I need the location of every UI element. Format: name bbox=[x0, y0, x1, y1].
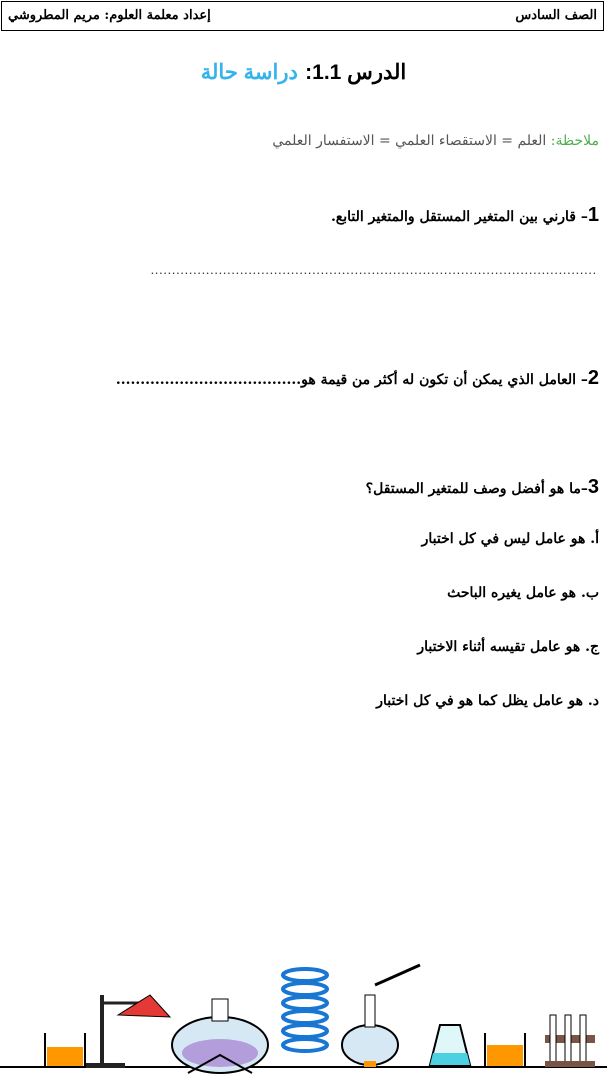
question-text: – العامل الذي يمكن أن تكون له أكثر من قيمة هو...................................... bbox=[115, 372, 588, 388]
grade-label: الصف السادس bbox=[515, 8, 597, 23]
retort-stand-icon bbox=[85, 995, 170, 1068]
note-label: ملاحظة: bbox=[550, 133, 599, 149]
distillation-flask-icon bbox=[342, 965, 420, 1067]
question-3 bbox=[366, 476, 599, 499]
beaker-orange-icon bbox=[45, 1033, 85, 1067]
note-text: العلم = الاستقصاء العلمي = الاستفسار العلمي bbox=[272, 133, 547, 149]
question-number: 2 bbox=[587, 367, 599, 389]
lesson-number: الدرس 1.1: bbox=[305, 61, 407, 84]
option-a[interactable]: أ. هو عامل ليس في كل اختبار bbox=[421, 531, 599, 547]
question-text: –ما هو أفضل وصف للمتغير المستقل؟ bbox=[365, 481, 588, 497]
erlenmeyer-flask-icon bbox=[430, 1025, 470, 1065]
option-d[interactable]: د. هو عامل يظل كما هو في كل اختبار bbox=[376, 693, 599, 709]
round-flask-icon bbox=[172, 999, 268, 1073]
lesson-subject: دراسة حالة bbox=[200, 61, 298, 84]
lesson-title bbox=[0, 60, 607, 85]
coil-condenser-icon bbox=[283, 969, 327, 1051]
test-tube-rack-icon bbox=[545, 1015, 595, 1067]
question-number: 3 bbox=[587, 476, 599, 498]
question-1 bbox=[331, 204, 599, 227]
author-label: إعداد معلمة العلوم: مريم المطروشي bbox=[8, 8, 211, 23]
header-box bbox=[1, 1, 604, 31]
note bbox=[272, 133, 599, 149]
beaker-right-icon bbox=[485, 1033, 525, 1067]
option-c[interactable]: ج. هو عامل تقيسه أثناء الاختبار bbox=[417, 639, 599, 655]
answer-line[interactable]: ......................................................................................................... bbox=[150, 262, 597, 277]
question-text: – قارني بين المتغير المستقل والمتغير التابع. bbox=[330, 209, 588, 225]
question-2 bbox=[116, 367, 599, 390]
question-number: 1 bbox=[587, 204, 599, 226]
lab-equipment-illustration bbox=[0, 955, 607, 1080]
option-b[interactable]: ب. هو عامل يغيره الباحث bbox=[447, 585, 599, 601]
